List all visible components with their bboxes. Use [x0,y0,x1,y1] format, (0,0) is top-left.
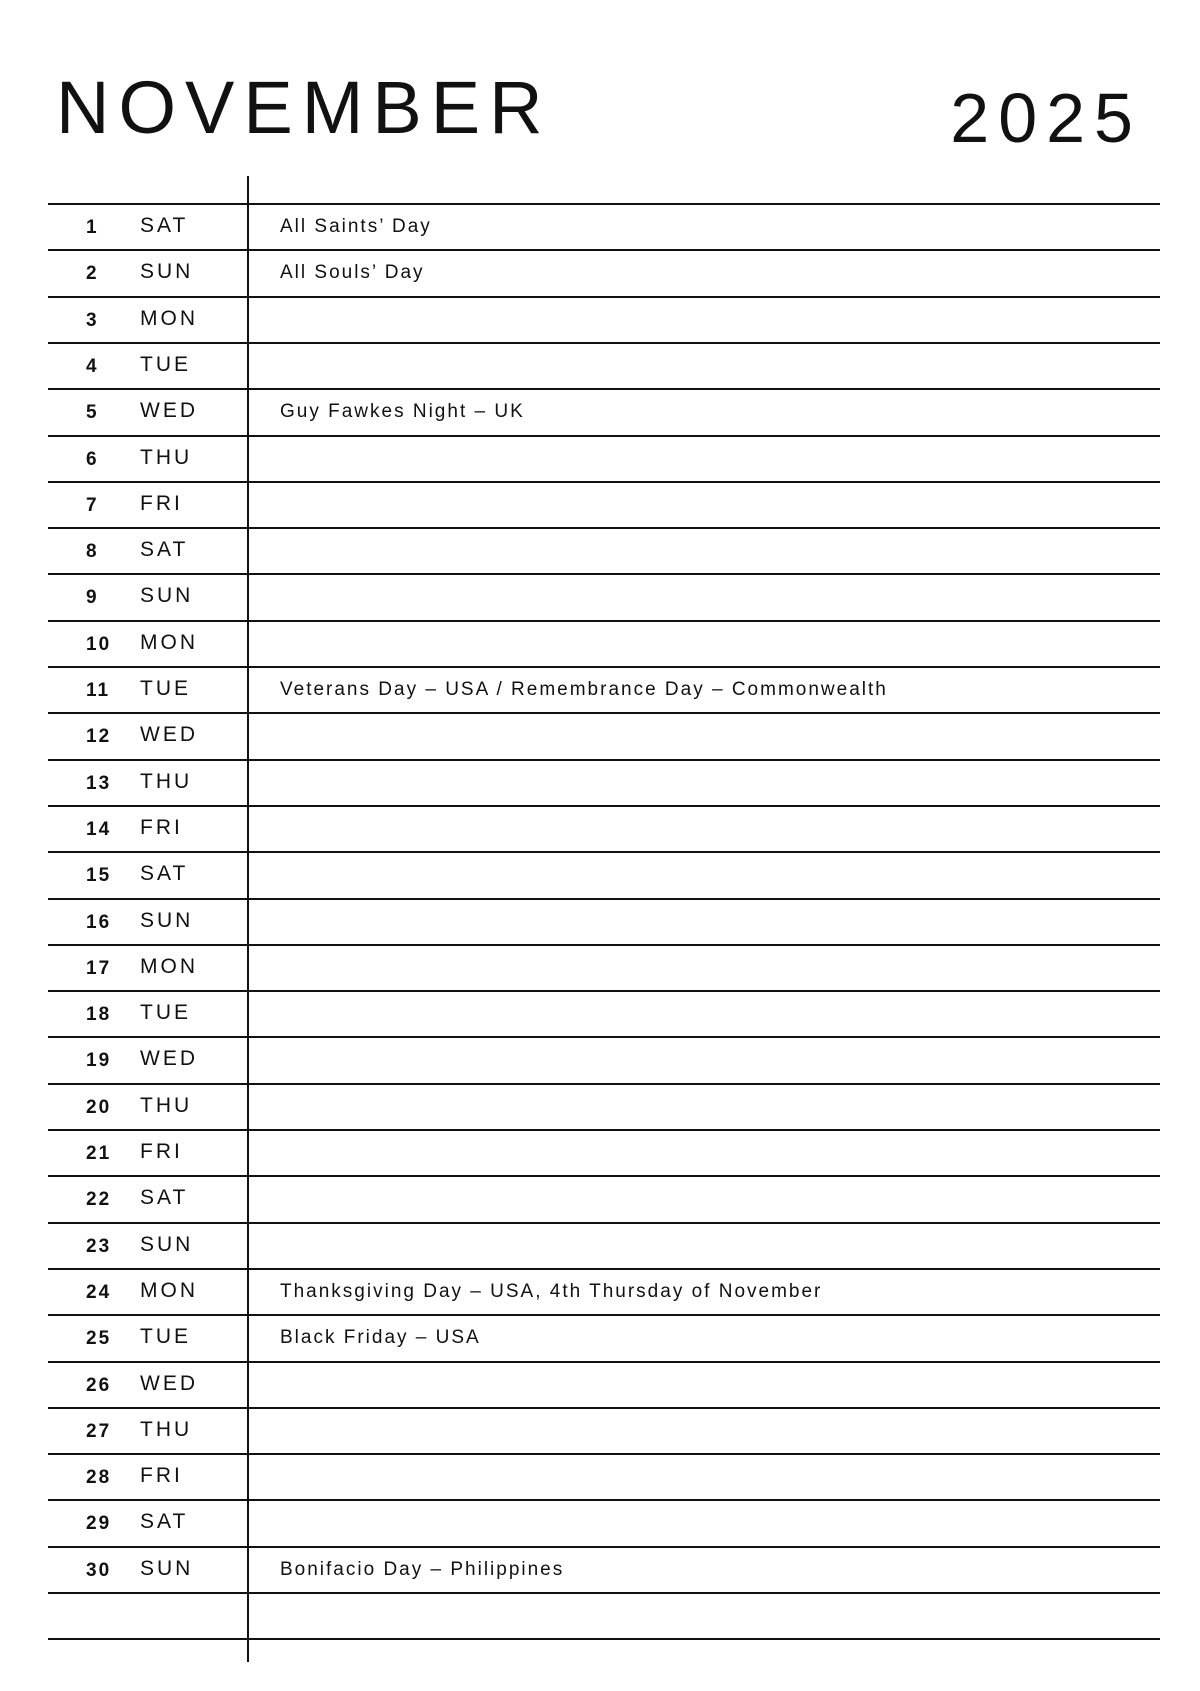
day-number: 5 [86,402,99,424]
day-row [48,1268,1160,1312]
weekday-name: SUN [140,1556,194,1580]
day-number: 30 [86,1559,112,1581]
day-row [48,620,1160,664]
day-number: 23 [86,1235,112,1257]
weekday-name: FRI [140,1464,183,1488]
weekday-name: SUN [140,584,194,608]
day-number: 25 [86,1328,112,1350]
day-number: 21 [86,1143,112,1164]
weekday-name: SAT [140,862,189,886]
day-number: 7 [86,494,99,516]
day-number: 22 [86,1189,112,1211]
weekday-name: SAT [140,214,189,237]
day-row [48,296,1160,340]
weekday-name: WED [140,399,198,423]
day-row [48,1407,1160,1451]
weekday-name: MON [140,1278,198,1302]
day-row [48,990,1160,1034]
day-number: 27 [86,1420,112,1442]
event-text[interactable]: All Souls’ Day [280,262,425,284]
row-divider [48,1592,1160,1594]
weekday-name: TUE [140,677,191,700]
event-text[interactable]: Veterans Day – USA / Remembrance Day – Commonwealth [280,679,888,700]
weekday-name: WED [140,1371,198,1395]
day-number: 17 [86,957,112,979]
weekday-name: SAT [140,1186,189,1210]
day-row [48,435,1160,479]
weekday-name: THU [140,769,193,793]
day-number: 19 [86,1050,112,1072]
day-row [48,851,1160,895]
weekday-name: MON [140,630,198,654]
event-text[interactable]: Thanksgiving Day – USA, 4th Thursday of November [280,1280,823,1302]
day-number: 8 [86,541,99,563]
day-number: 4 [86,355,99,377]
row-divider [48,1638,1160,1640]
day-row [48,203,1160,247]
day-number: 24 [86,1281,112,1303]
weekday-name: MON [140,954,198,978]
weekday-name: SUN [140,908,194,932]
day-row [48,1361,1160,1405]
day-number: 12 [86,726,112,748]
year-title: 2025 [950,79,1142,157]
weekday-name: TUE [140,1325,191,1349]
day-row [48,481,1160,525]
day-number: 1 [86,217,99,238]
weekday-name: SUN [140,1232,194,1256]
weekday-name: SUN [140,260,194,284]
day-row [48,1222,1160,1266]
day-number: 13 [86,772,112,794]
weekday-name: THU [140,445,193,469]
day-row [48,898,1160,942]
day-number: 6 [86,448,99,470]
weekday-name: SAT [140,538,189,562]
weekday-name: THU [140,1417,193,1441]
day-number: 10 [86,633,112,655]
day-number: 29 [86,1513,112,1535]
weekday-name: FRI [140,815,183,839]
day-row [48,1499,1160,1543]
weekday-name: FRI [140,491,183,515]
weekday-name: TUE [140,352,191,376]
day-row [48,388,1160,432]
weekday-name: THU [140,1093,193,1117]
event-text[interactable]: Bonifacio Day – Philippines [280,1558,565,1580]
day-number: 18 [86,1004,112,1026]
planner-table [48,0,1160,1691]
weekday-name: WED [140,1047,198,1071]
day-row [48,1129,1160,1173]
weekday-name: TUE [140,1001,191,1025]
month-title: NOVEMBER [56,66,552,149]
day-row [48,1036,1160,1080]
day-row [48,944,1160,988]
day-number: 9 [86,587,99,609]
day-number: 28 [86,1467,112,1489]
weekday-name: SAT [140,1510,189,1534]
day-number: 16 [86,911,112,933]
event-text[interactable]: Black Friday – USA [280,1327,481,1349]
day-row [48,1453,1160,1497]
day-row [48,1314,1160,1358]
day-number: 20 [86,1096,112,1118]
weekday-name: WED [140,723,198,747]
day-row [48,759,1160,803]
day-row [48,342,1160,386]
weekday-name: FRI [140,1140,183,1163]
day-row [48,1175,1160,1219]
day-row [48,573,1160,617]
day-row [48,1083,1160,1127]
day-row [48,712,1160,756]
day-number: 14 [86,818,112,840]
day-row [48,527,1160,571]
day-number: 15 [86,865,112,887]
day-number: 26 [86,1374,112,1396]
day-number: 11 [86,680,111,701]
day-row [48,666,1160,710]
day-row [48,249,1160,293]
day-row [48,1546,1160,1590]
day-number: 3 [86,309,99,331]
event-text[interactable]: Guy Fawkes Night – UK [280,401,525,423]
day-row [48,805,1160,849]
event-text[interactable]: All Saints’ Day [280,216,432,237]
weekday-name: MON [140,306,198,330]
day-number: 2 [86,263,99,285]
